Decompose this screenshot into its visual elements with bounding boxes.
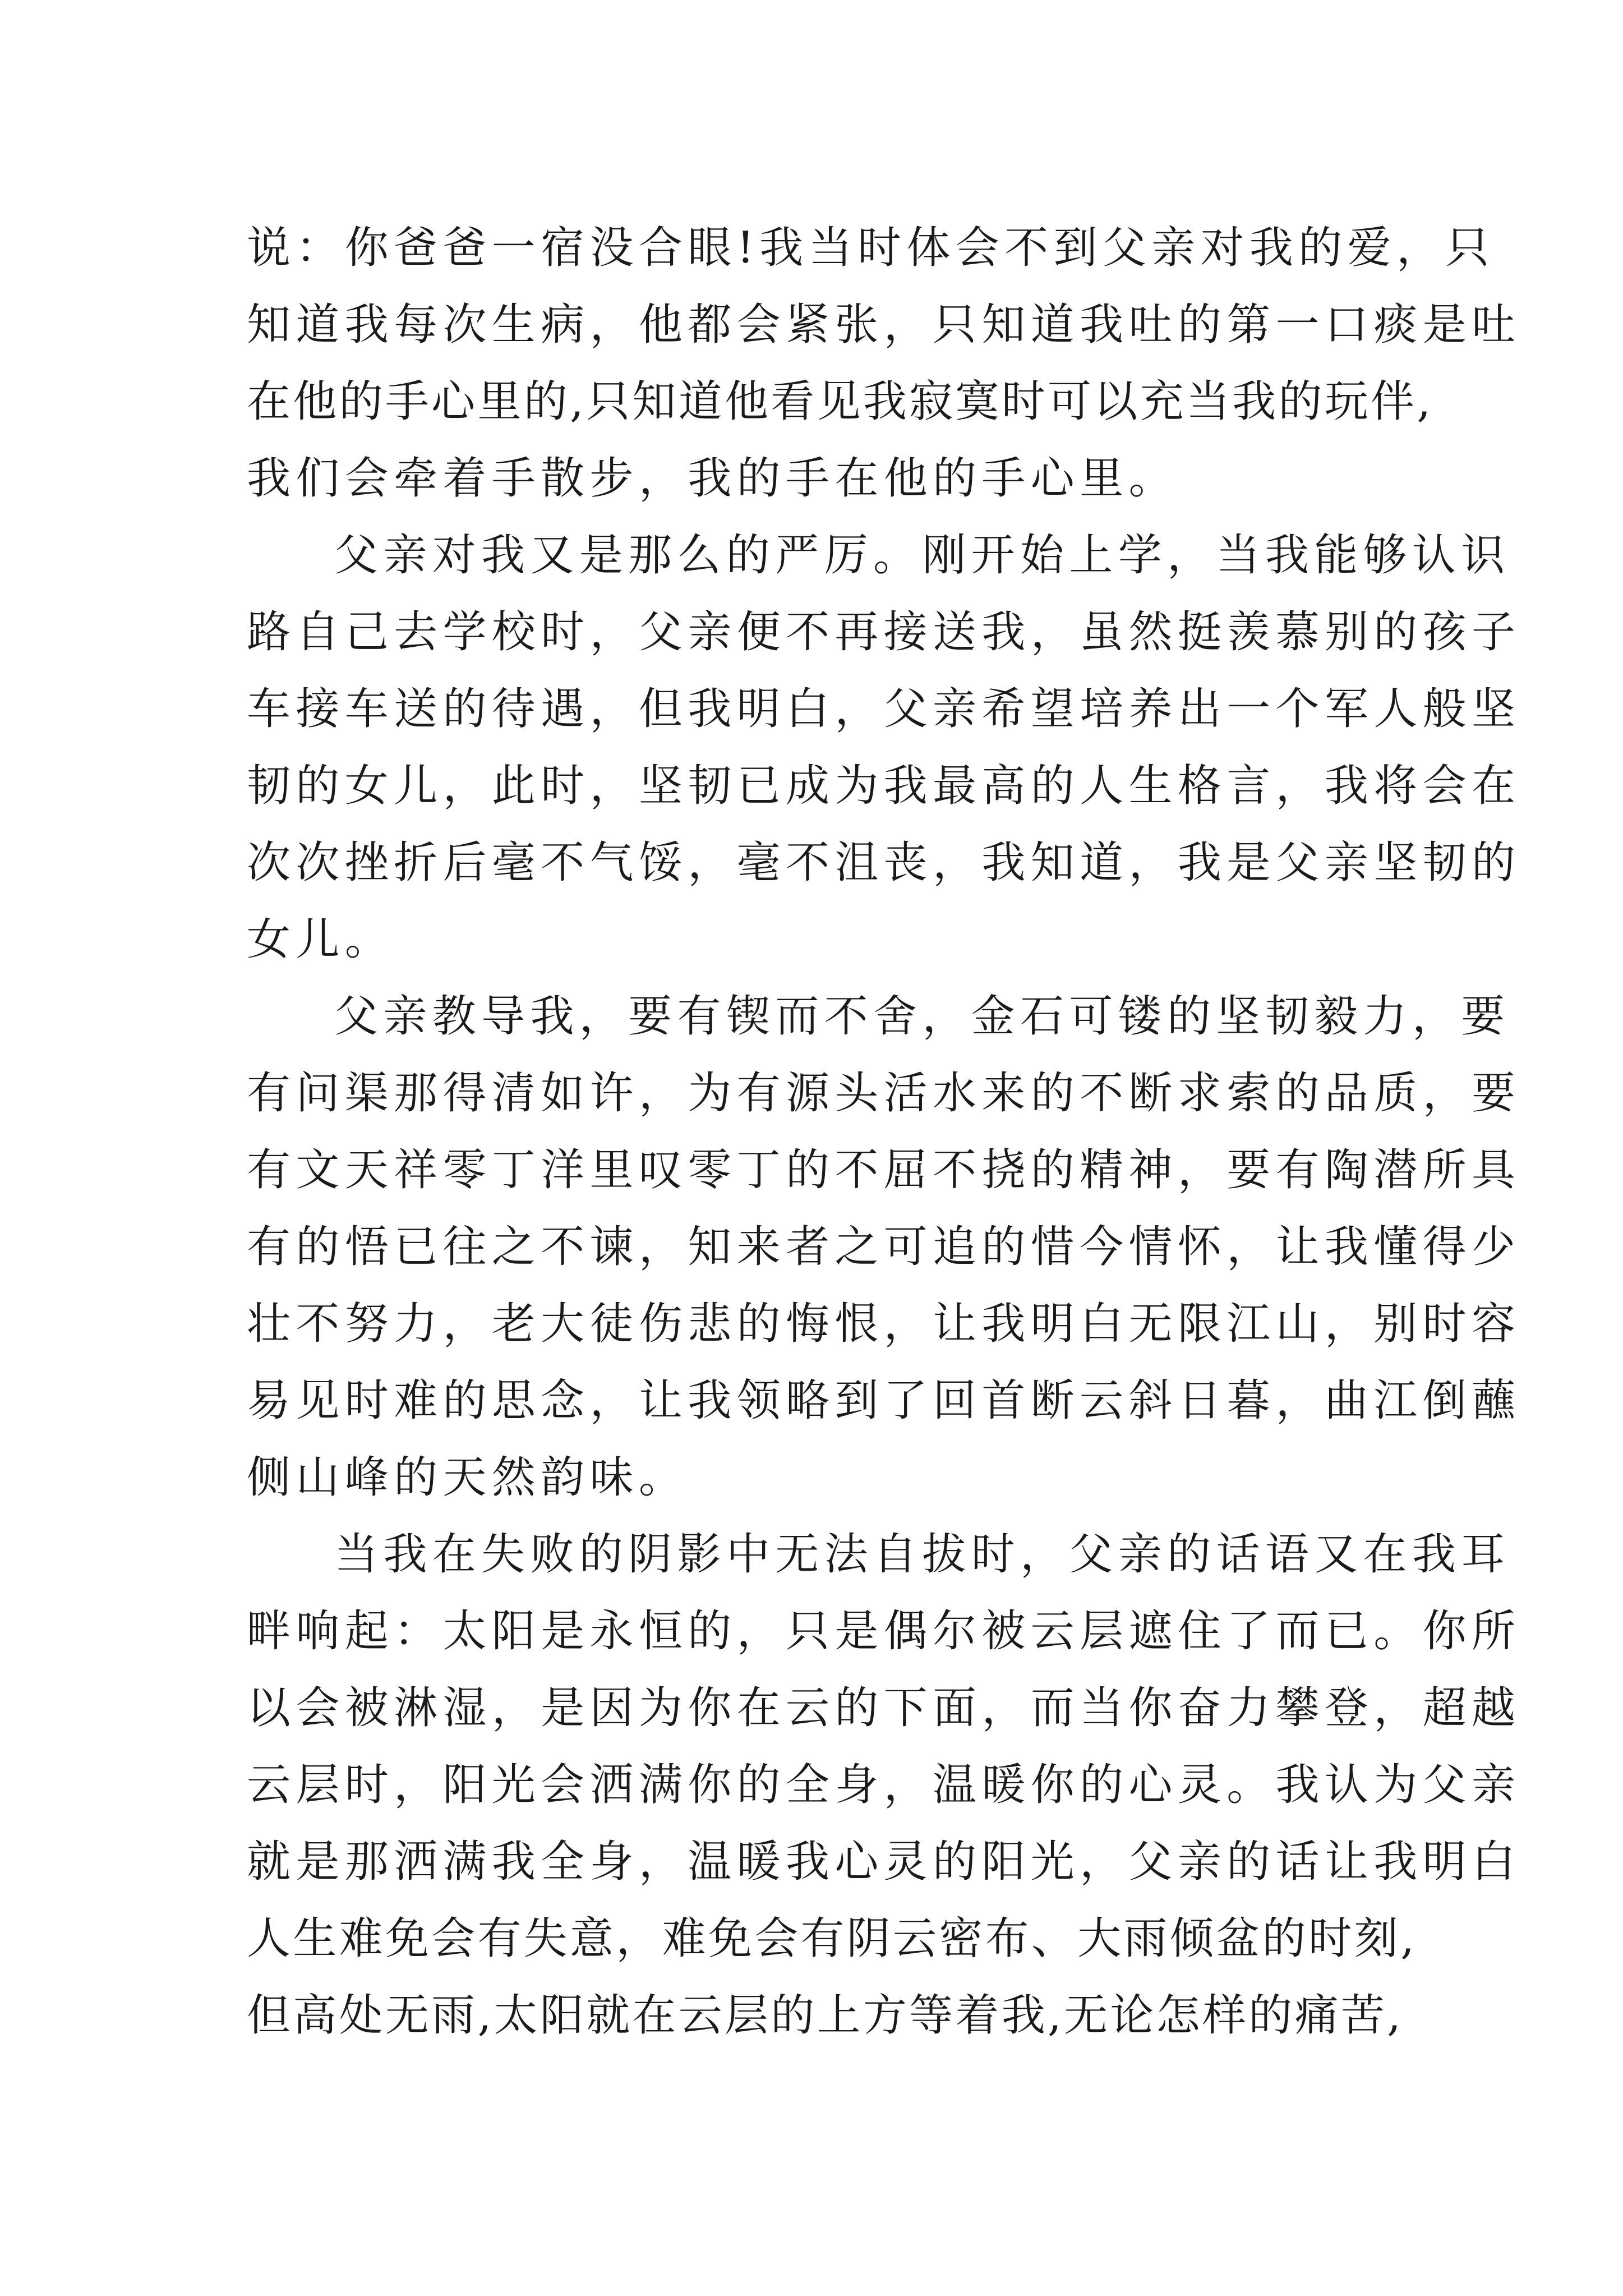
text-line: 路自己去学校时，父亲便不再接送我，虽然挺羡慕别的孩子 — [247, 607, 1521, 657]
paragraph-first-line: 父亲教导我，要有锲而不舍，金石可镂的坚韧毅力，要 — [334, 991, 1510, 1042]
text-line: 易见时难的思念，让我领略到了回首断云斜日暮，曲江倒蘸 — [247, 1375, 1521, 1426]
text-line: 就是那洒满我全身，温暖我心灵的阳光，父亲的话让我明白 — [247, 1837, 1521, 1887]
text-line: 在他的手心里的,只知道他看见我寂寞时可以充当我的玩伴, — [247, 376, 1433, 427]
text-line: 次次挫折后毫不气馁，毫不沮丧，我知道，我是父亲坚韧的 — [247, 838, 1521, 888]
text-line: 知道我每次生病，他都会紧张，只知道我吐的第一口痰是吐 — [247, 300, 1521, 350]
paragraph-first-line: 当我在失败的阴影中无法自拔时，父亲的话语又在我耳 — [334, 1529, 1510, 1580]
text-line: 说：你爸爸一宿没合眼!我当时体会不到父亲对我的爱，只 — [247, 223, 1495, 273]
text-line: 车接车送的待遇，但我明白，父亲希望培养出一个军人般坚 — [247, 684, 1521, 734]
text-line: 有的悟已往之不谏，知来者之可追的惜今情怀，让我懂得少 — [247, 1222, 1521, 1272]
paragraph-first-line: 父亲对我又是那么的严厉。刚开始上学，当我能够认识 — [334, 530, 1510, 581]
text-line: 壮不努力，老大徒伤悲的悔恨，让我明白无限江山，别时容 — [247, 1299, 1521, 1349]
text-line: 人生难免会有失意，难免会有阴云密布、大雨倾盆的时刻, — [247, 1913, 1417, 1964]
text-line: 我们会牵着手散步，我的手在他的手心里。 — [247, 453, 1178, 504]
text-line: 韧的女儿，此时，坚韧已成为我最高的人生格言，我将会在 — [247, 761, 1521, 811]
text-line: 云层时，阳光会洒满你的全身，温暖你的心灵。我认为父亲 — [247, 1760, 1521, 1810]
text-line: 但高处无雨,太阳就在云层的上方等着我,无论怎样的痛苦, — [247, 1990, 1404, 2041]
text-line: 有文天祥零丁洋里叹零丁的不屈不挠的精神，要有陶潜所具 — [247, 1145, 1521, 1195]
text-line: 畔响起：太阳是永恒的，只是偶尔被云层遮住了而已。你所 — [247, 1606, 1521, 1657]
text-line: 侧山峰的天然韵味。 — [247, 1452, 688, 1503]
text-line: 以会被淋湿，是因为你在云的下面，而当你奋力攀登，超越 — [247, 1683, 1521, 1733]
text-line: 女儿。 — [247, 914, 394, 965]
text-line: 有问渠那得清如许，为有源头活水来的不断求索的品质，要 — [247, 1068, 1521, 1119]
